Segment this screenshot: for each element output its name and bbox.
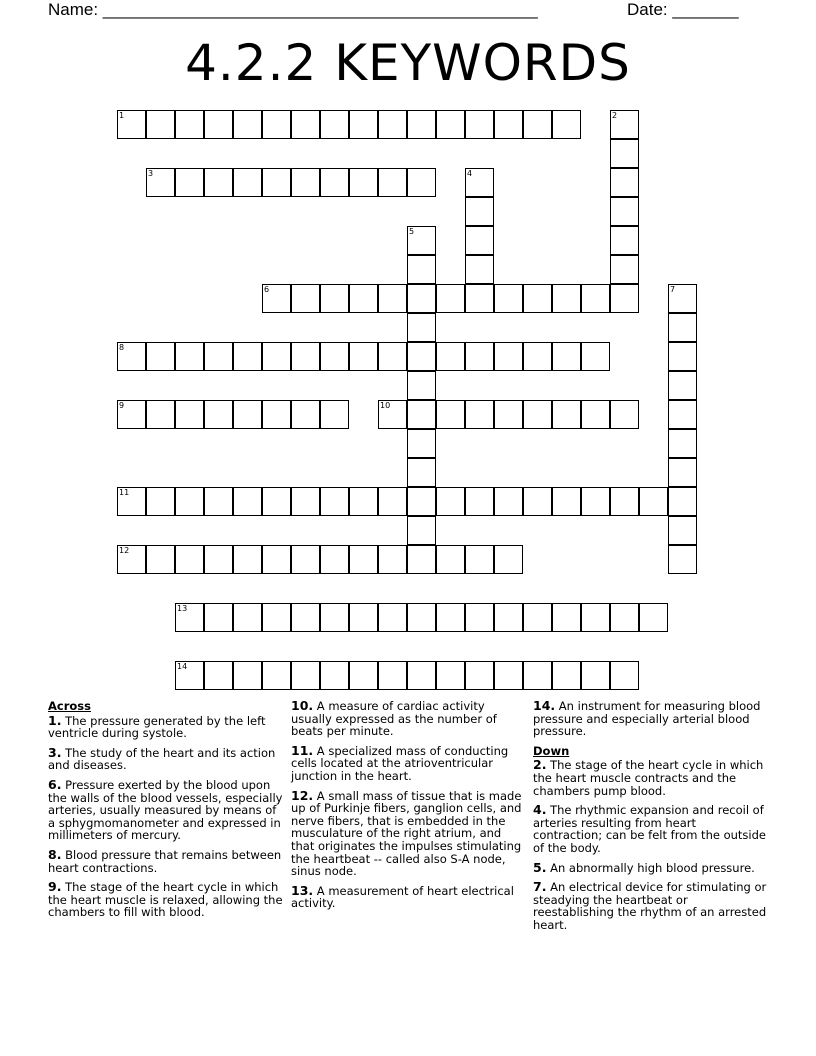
crossword-cell[interactable] (378, 603, 407, 632)
crossword-cell[interactable] (610, 661, 639, 690)
crossword-cell[interactable] (494, 661, 523, 690)
crossword-cell[interactable] (523, 110, 552, 139)
crossword-cell[interactable] (320, 342, 349, 371)
crossword-cell[interactable] (378, 487, 407, 516)
crossword-cell[interactable] (668, 371, 697, 400)
crossword-cell[interactable] (204, 110, 233, 139)
crossword-cell[interactable] (436, 545, 465, 574)
crossword-cell[interactable] (233, 661, 262, 690)
crossword-cell[interactable] (320, 400, 349, 429)
crossword-cell[interactable] (291, 342, 320, 371)
crossword-cell[interactable] (320, 487, 349, 516)
crossword-cell[interactable] (668, 313, 697, 342)
crossword-cell[interactable] (262, 110, 291, 139)
crossword-cell[interactable] (320, 110, 349, 139)
crossword-cell[interactable] (494, 110, 523, 139)
crossword-cell[interactable] (407, 313, 436, 342)
crossword-cell[interactable] (349, 110, 378, 139)
across-clue-1: 1. The pressure generated by the left ventricle during systole. (48, 712, 266, 741)
crossword-cell[interactable] (668, 545, 697, 574)
crossword-cell[interactable] (552, 603, 581, 632)
crossword-cell[interactable] (494, 487, 523, 516)
crossword-cell[interactable] (291, 661, 320, 690)
crossword-cell[interactable] (204, 400, 233, 429)
crossword-cell[interactable] (407, 487, 436, 516)
crossword-cell[interactable] (494, 400, 523, 429)
across-clue-3: 3. The study of the heart and its action and diseases. (48, 744, 276, 773)
crossword-cell[interactable] (407, 516, 436, 545)
crossword-cell[interactable] (175, 661, 204, 690)
crossword-cell[interactable] (581, 342, 610, 371)
crossword-cell[interactable] (262, 168, 291, 197)
crossword-cell[interactable] (494, 545, 523, 574)
clue-column-1 (48, 700, 283, 926)
clue-number: 7 (670, 285, 676, 294)
crossword-cell[interactable] (581, 603, 610, 632)
crossword-cell[interactable] (610, 226, 639, 255)
crossword-cell[interactable] (117, 545, 146, 574)
crossword-cell[interactable] (262, 545, 291, 574)
clue-number: 5 (409, 227, 415, 236)
crossword-cell[interactable] (349, 284, 378, 313)
crossword-cell[interactable] (436, 110, 465, 139)
crossword-cell[interactable] (291, 603, 320, 632)
crossword-cell[interactable] (668, 429, 697, 458)
crossword-cell[interactable] (407, 168, 436, 197)
crossword-cell[interactable] (494, 603, 523, 632)
crossword-cell[interactable] (523, 400, 552, 429)
down-clue-5: 5. An abnormally high blood pressure. (533, 859, 755, 875)
crossword-cell[interactable] (407, 226, 436, 255)
crossword-cell[interactable] (146, 400, 175, 429)
crossword-cell[interactable] (465, 168, 494, 197)
crossword-cell[interactable] (378, 168, 407, 197)
crossword-cell[interactable] (465, 400, 494, 429)
crossword-cell[interactable] (117, 110, 146, 139)
crossword-cell[interactable] (378, 661, 407, 690)
crossword-cell[interactable] (349, 487, 378, 516)
crossword-cell[interactable] (668, 400, 697, 429)
crossword-cell[interactable] (668, 487, 697, 516)
crossword-cell[interactable] (610, 284, 639, 313)
crossword-cell[interactable] (436, 400, 465, 429)
crossword-cell[interactable] (204, 603, 233, 632)
down-heading: Down (533, 743, 570, 758)
page-title: 4.2.2 KEYWORDS (185, 34, 631, 92)
crossword-cell[interactable] (146, 168, 175, 197)
crossword-cell[interactable] (581, 284, 610, 313)
crossword-cell[interactable] (552, 284, 581, 313)
crossword-cell[interactable] (204, 168, 233, 197)
clue-column-2 (291, 700, 526, 917)
crossword-cell[interactable] (378, 284, 407, 313)
crossword-cell[interactable] (436, 661, 465, 690)
crossword-cell[interactable] (494, 342, 523, 371)
crossword-cell[interactable] (320, 284, 349, 313)
clue-number: 8 (119, 343, 125, 352)
across-clue-8: 8. Blood pressure that remains between heart contractions. (48, 846, 282, 875)
crossword-cell[interactable] (523, 342, 552, 371)
crossword-cell[interactable] (233, 168, 262, 197)
crossword-cell[interactable] (610, 487, 639, 516)
crossword-cell[interactable] (233, 400, 262, 429)
crossword-cell[interactable] (436, 284, 465, 313)
crossword-cell[interactable] (291, 284, 320, 313)
crossword-cell[interactable] (407, 400, 436, 429)
down-clue-4: 4. The rhythmic expansion and recoil of arteries resulting from heart contraction; can be felt from the outside of the body. (533, 802, 766, 855)
crossword-cell[interactable] (175, 168, 204, 197)
clue-number: 11 (119, 488, 130, 497)
crossword-cell[interactable] (407, 255, 436, 284)
clue-number: 2 (612, 111, 618, 120)
across-clue-6: 6. Pressure exerted by the blood upon the walls of the blood vessels, especially arteries, usually measured by means of a sphygmomanometer and expressed in millimeters of mercury. (48, 776, 283, 843)
crossword-cell[interactable] (668, 516, 697, 545)
crossword-cell[interactable] (523, 661, 552, 690)
crossword-cell[interactable] (610, 255, 639, 284)
crossword-cell[interactable] (349, 342, 378, 371)
crossword-cell[interactable] (407, 603, 436, 632)
crossword-cell[interactable] (349, 603, 378, 632)
clue-number: 3 (148, 169, 154, 178)
crossword-cell[interactable] (291, 110, 320, 139)
across-clue-11: 11. A specialized mass of conducting cells located at the atrioventricular junction in the heart. (291, 742, 509, 783)
crossword-cell[interactable] (610, 400, 639, 429)
clue-number: 9 (119, 401, 125, 410)
crossword-cell[interactable] (436, 342, 465, 371)
crossword-cell[interactable] (146, 545, 175, 574)
crossword-cell[interactable] (320, 545, 349, 574)
crossword-cell[interactable] (262, 342, 291, 371)
crossword-cell[interactable] (291, 487, 320, 516)
crossword-cell[interactable] (291, 168, 320, 197)
crossword-cell[interactable] (175, 342, 204, 371)
crossword-cell[interactable] (233, 110, 262, 139)
crossword-cell[interactable] (233, 487, 262, 516)
crossword-cell[interactable] (146, 342, 175, 371)
crossword-cell[interactable] (233, 603, 262, 632)
crossword-cell[interactable] (262, 400, 291, 429)
date-field: Date: _______ (627, 0, 739, 19)
crossword-cell[interactable] (552, 110, 581, 139)
crossword-cell[interactable] (465, 284, 494, 313)
crossword-cell[interactable] (552, 661, 581, 690)
crossword-cell[interactable] (146, 487, 175, 516)
crossword-cell[interactable] (610, 197, 639, 226)
crossword-cell[interactable] (204, 342, 233, 371)
crossword-cell[interactable] (407, 545, 436, 574)
crossword-cell[interactable] (610, 110, 639, 139)
clue-number: 14 (177, 662, 188, 671)
crossword-cell[interactable] (581, 661, 610, 690)
crossword-cell[interactable] (262, 603, 291, 632)
crossword-cell[interactable] (407, 429, 436, 458)
crossword-cell[interactable] (523, 603, 552, 632)
across-clue-9: 9. The stage of the heart cycle in which the heart muscle is relaxed, allowing the chambers to fill with blood. (48, 879, 283, 920)
crossword-cell[interactable] (175, 487, 204, 516)
crossword-cell[interactable] (407, 110, 436, 139)
crossword-cell[interactable] (581, 487, 610, 516)
down-clue-2: 2. The stage of the heart cycle in which the heart muscle contracts and the chambers pump blood. (533, 757, 764, 798)
crossword-cell[interactable] (204, 545, 233, 574)
crossword-cell[interactable] (291, 545, 320, 574)
crossword-cell[interactable] (349, 168, 378, 197)
clue-number: 12 (119, 546, 130, 555)
crossword-cell[interactable] (523, 487, 552, 516)
crossword-cell[interactable] (581, 400, 610, 429)
across-clue-10: 10. A measure of cardiac activity usually expressed as the number of beats per minute. (291, 698, 497, 739)
crossword-cell[interactable] (320, 661, 349, 690)
crossword-cell[interactable] (465, 487, 494, 516)
crossword-cell[interactable] (262, 284, 291, 313)
across-heading: Across (48, 699, 91, 713)
crossword-cell[interactable] (465, 603, 494, 632)
crossword-cell[interactable] (175, 110, 204, 139)
crossword-cell[interactable] (320, 168, 349, 197)
crossword-cell[interactable] (552, 400, 581, 429)
crossword-cell[interactable] (233, 545, 262, 574)
crossword-cell[interactable] (146, 110, 175, 139)
crossword-cell[interactable] (465, 110, 494, 139)
crossword-cell[interactable] (175, 545, 204, 574)
crossword-cell[interactable] (175, 400, 204, 429)
crossword-cell[interactable] (262, 487, 291, 516)
crossword-cell[interactable] (436, 487, 465, 516)
crossword-cell[interactable] (378, 545, 407, 574)
crossword-cell[interactable] (639, 487, 668, 516)
crossword-cell[interactable] (668, 284, 697, 313)
crossword-cell[interactable] (291, 400, 320, 429)
crossword-cell[interactable] (175, 603, 204, 632)
crossword-cell[interactable] (407, 342, 436, 371)
crossword-cell[interactable] (552, 342, 581, 371)
crossword-cell[interactable] (320, 603, 349, 632)
crossword-cell[interactable] (233, 342, 262, 371)
crossword-cell[interactable] (465, 545, 494, 574)
across-clue-13: 13. A measurement of heart electrical activity. (291, 882, 514, 911)
crossword-cell[interactable] (204, 661, 233, 690)
crossword-cell[interactable] (349, 661, 378, 690)
crossword-cell[interactable] (639, 603, 668, 632)
crossword-cell[interactable] (378, 342, 407, 371)
clue-number: 1 (119, 111, 125, 120)
crossword-cell[interactable] (378, 400, 407, 429)
crossword-cell[interactable] (610, 139, 639, 168)
crossword-cell[interactable] (610, 168, 639, 197)
crossword-cell[interactable] (436, 603, 465, 632)
clue-number: 10 (380, 401, 391, 410)
crossword-cell[interactable] (465, 226, 494, 255)
crossword-cell[interactable] (407, 284, 436, 313)
clue-number: 13 (177, 604, 188, 613)
crossword-cell[interactable] (117, 400, 146, 429)
crossword-cell[interactable] (204, 487, 233, 516)
name-field: Name: ______________________________________________ (48, 0, 538, 19)
crossword-cell[interactable] (117, 487, 146, 516)
crossword-cell[interactable] (668, 458, 697, 487)
crossword-cell[interactable] (407, 661, 436, 690)
clue-number: 4 (467, 169, 473, 178)
crossword-cell[interactable] (407, 371, 436, 400)
crossword-cell[interactable] (349, 545, 378, 574)
clue-column-3 (533, 700, 768, 939)
across-clue-12: 12. A small mass of tissue that is made up of Purkinje fibers, ganglion cells, and nerve fibers, that is embedded in the musculature of the right atrium, and that originates the impulses stimulating the heartbeat -- called also S-A node, sinus node. (291, 787, 522, 879)
crossword-cell[interactable] (378, 110, 407, 139)
crossword-cell[interactable] (465, 342, 494, 371)
down-clue-7: 7. An electrical device for stimulating or steadying the heartbeat or reestablishing the rhythm of an arrested heart. (533, 879, 767, 932)
crossword-cell[interactable] (465, 661, 494, 690)
crossword-cell[interactable] (465, 255, 494, 284)
crossword-cell[interactable] (117, 342, 146, 371)
crossword-cell[interactable] (465, 197, 494, 226)
crossword-cell[interactable] (610, 603, 639, 632)
crossword-cell[interactable] (523, 284, 552, 313)
crossword-cell[interactable] (668, 342, 697, 371)
across-clue-14: 14. An instrument for measuring blood pressure and especially arterial blood pressure. (533, 698, 761, 739)
crossword-cell[interactable] (262, 661, 291, 690)
crossword-cell[interactable] (407, 458, 436, 487)
crossword-cell[interactable] (552, 487, 581, 516)
crossword-cell[interactable] (494, 284, 523, 313)
clue-number: 6 (264, 285, 270, 294)
